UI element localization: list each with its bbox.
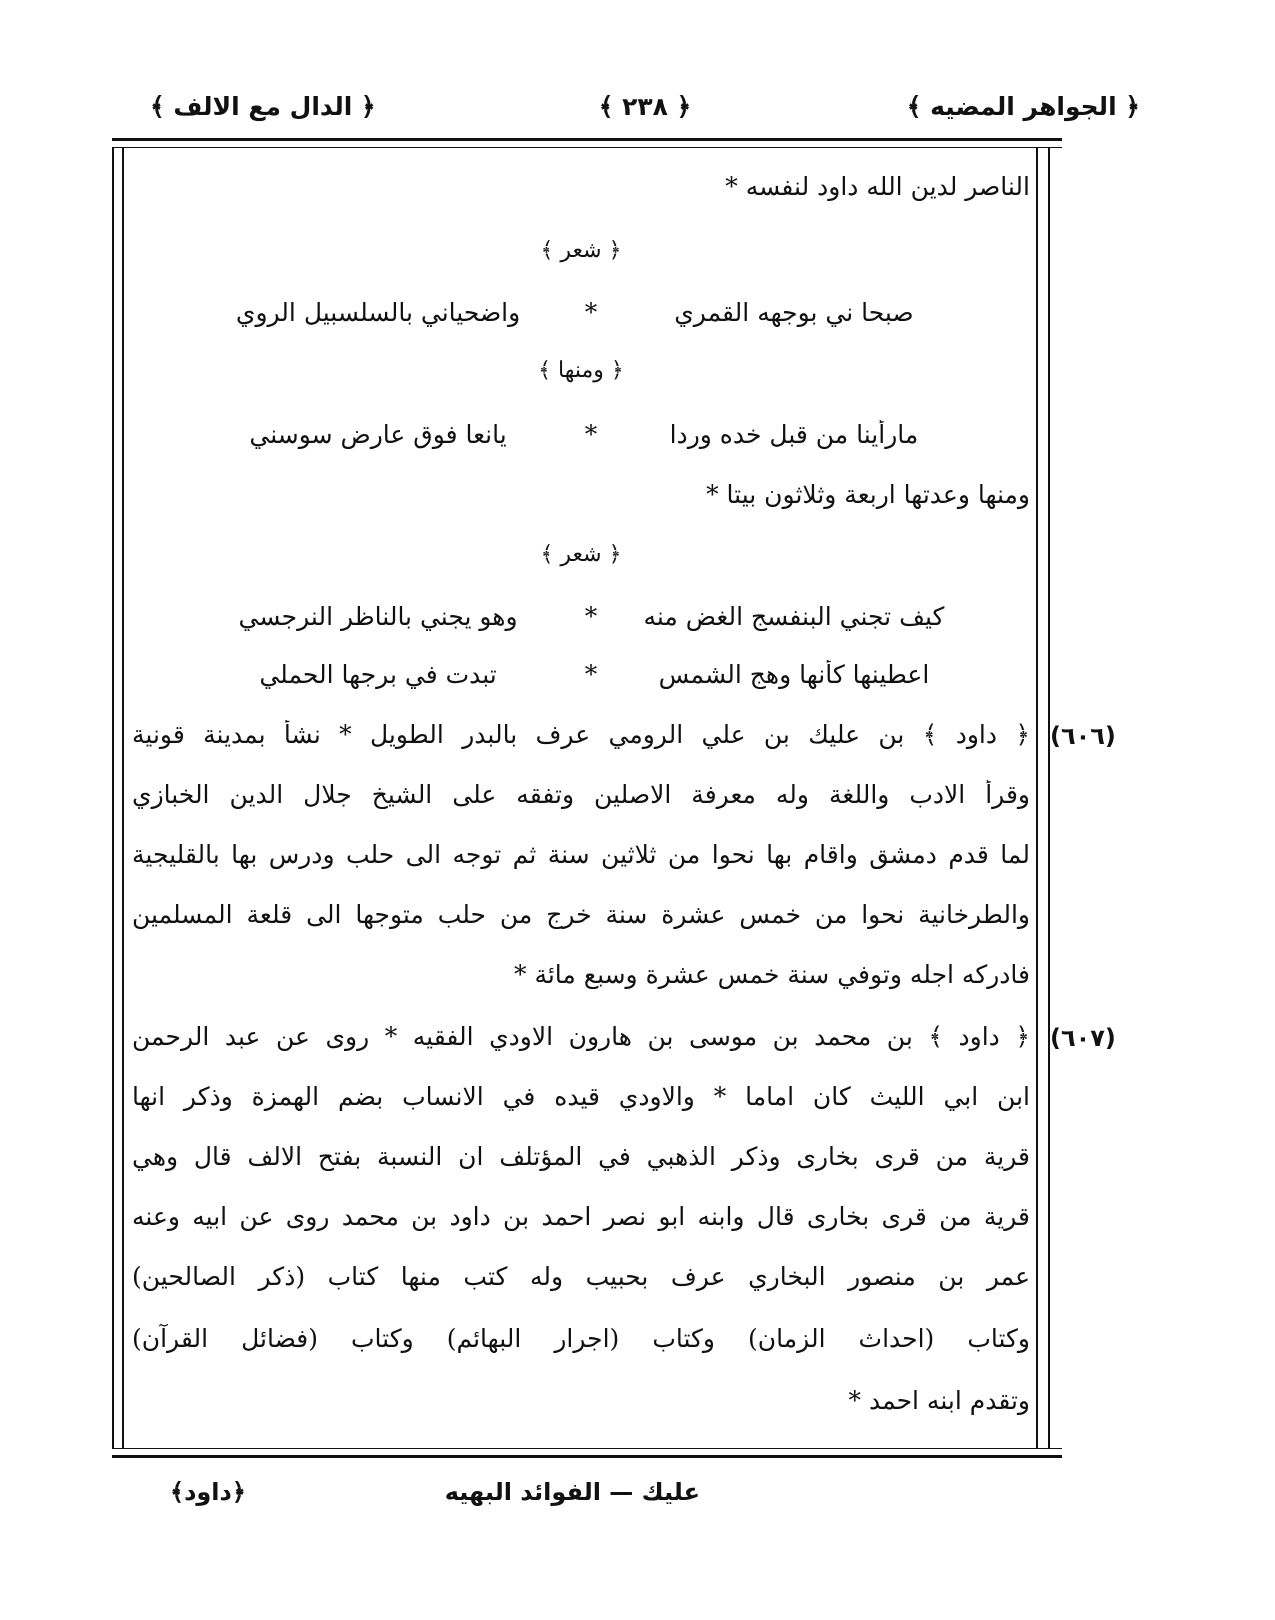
page-body — [132, 160, 1030, 1440]
frame-border-right-inner — [1036, 148, 1038, 1448]
entry-606-line: ﴿ داود ﴾ بن عليك بن علي الرومي عرف بالبدر الطويل * نشأ بمدينة قونية — [132, 720, 1030, 749]
page-header — [150, 92, 1140, 136]
verse-separator: * — [584, 660, 598, 689]
frame-border-left-outer — [112, 148, 114, 1448]
entry-606-line: لما قدم دمشق واقام بها نحوا من ثلاثين سنة ثم توجه الى حلب ودرس بها بالقليجية — [132, 840, 1030, 869]
entry-606-line: وقرأ الادب واللغة وله معرفة الاصلين وتفقه على الشيخ جلال الدين الخبازي — [132, 780, 1030, 809]
frame-border-right-outer — [1048, 148, 1050, 1448]
verse-second-hemistich: واضحياني بالسلسبيل الروي — [235, 298, 521, 327]
footer-catchwords: عليك — الفوائد البهيه — [444, 1478, 700, 1506]
verse-separator: * — [584, 420, 598, 449]
header-section-title: ﴿ الدال مع الالف ﴾ — [150, 92, 376, 121]
entry-607-line: وتقدم ابنه احمد * — [848, 1386, 1030, 1415]
header-page-number: ﴿ ٢٣٨ ﴾ — [598, 92, 692, 121]
entry-607-line: قرية من قرى بخارى قال وابنه ابو نصر احمد بن داود بن محمد روى عن ابيه وعنه — [132, 1202, 1030, 1231]
entry-number-607: (٦٠٧) — [1050, 1024, 1116, 1052]
verse-second-hemistich: تبدت في برجها الحملي — [259, 660, 497, 689]
text-line: ومنها وعدتها اربعة وثلاثون بيتا * — [706, 480, 1030, 509]
verse-line — [132, 602, 1030, 631]
verse-second-hemistich: يانعا فوق عارض سوسني — [249, 420, 507, 449]
entry-number-606: (٦٠٦) — [1050, 722, 1116, 750]
poem-heading: ﴿ ومنها ﴾ — [538, 358, 624, 383]
entry-607-line: ﴿ داود ﴾ بن محمد بن موسى بن هارون الاودي الفقيه * روى عن عبد الرحمن — [132, 1022, 1030, 1051]
verse-second-hemistich: وهو يجني بالناظر النرجسي — [238, 602, 518, 631]
page-footer — [150, 1478, 850, 1518]
verse-separator: * — [584, 602, 598, 631]
verse-first-hemistich: مارأينا من قبل خده وردا — [669, 420, 919, 449]
entry-606-line: والطرخانية نحوا من خمس عشرة سنة خرج من حلب متوجها الى قلعة المسلمين — [132, 900, 1030, 929]
verse-line — [132, 660, 1030, 689]
verse-first-hemistich: كيف تجني البنفسج الغض منه — [643, 602, 945, 631]
verse-first-hemistich: صبحا ني بوجهه القمري — [674, 298, 914, 327]
entry-607-line: عمر بن منصور البخاري عرف بحبيب وله كتب منها كتاب (ذكر الصالحين) — [132, 1262, 1030, 1291]
frame-border-left-inner — [122, 148, 124, 1448]
verse-separator: * — [584, 298, 598, 327]
poem-heading: ﴿ شعر ﴾ — [540, 238, 622, 263]
header-book-title: ﴿ الجواهر المضيه ﴾ — [906, 92, 1140, 121]
text-line: الناصر لدين الله داود لنفسه * — [725, 172, 1030, 201]
footer-next-word: ﴿داود﴾ — [170, 1478, 246, 1506]
verse-line — [132, 298, 1030, 327]
entry-607-line: وكتاب (احداث الزمان) وكتاب (اجرار البهائم) وكتاب (فضائل القرآن) — [132, 1324, 1030, 1353]
verse-line — [132, 420, 1030, 449]
entry-607-line: ابن ابي الليث كان اماما * والاودي قيده في الانساب بضم الهمزة وذكر انها — [132, 1082, 1030, 1111]
verse-first-hemistich: اعطينها كأنها وهج الشمس — [658, 660, 930, 689]
poem-heading: ﴿ شعر ﴾ — [540, 542, 622, 567]
entry-606-line: فادركه اجله وتوفي سنة خمس عشرة وسبع مائة * — [514, 960, 1030, 989]
entry-607-line: قرية من قرى بخارى وذكر الذهبي في المؤتلف ان النسبة بفتح الالف قال وهي — [132, 1142, 1030, 1171]
